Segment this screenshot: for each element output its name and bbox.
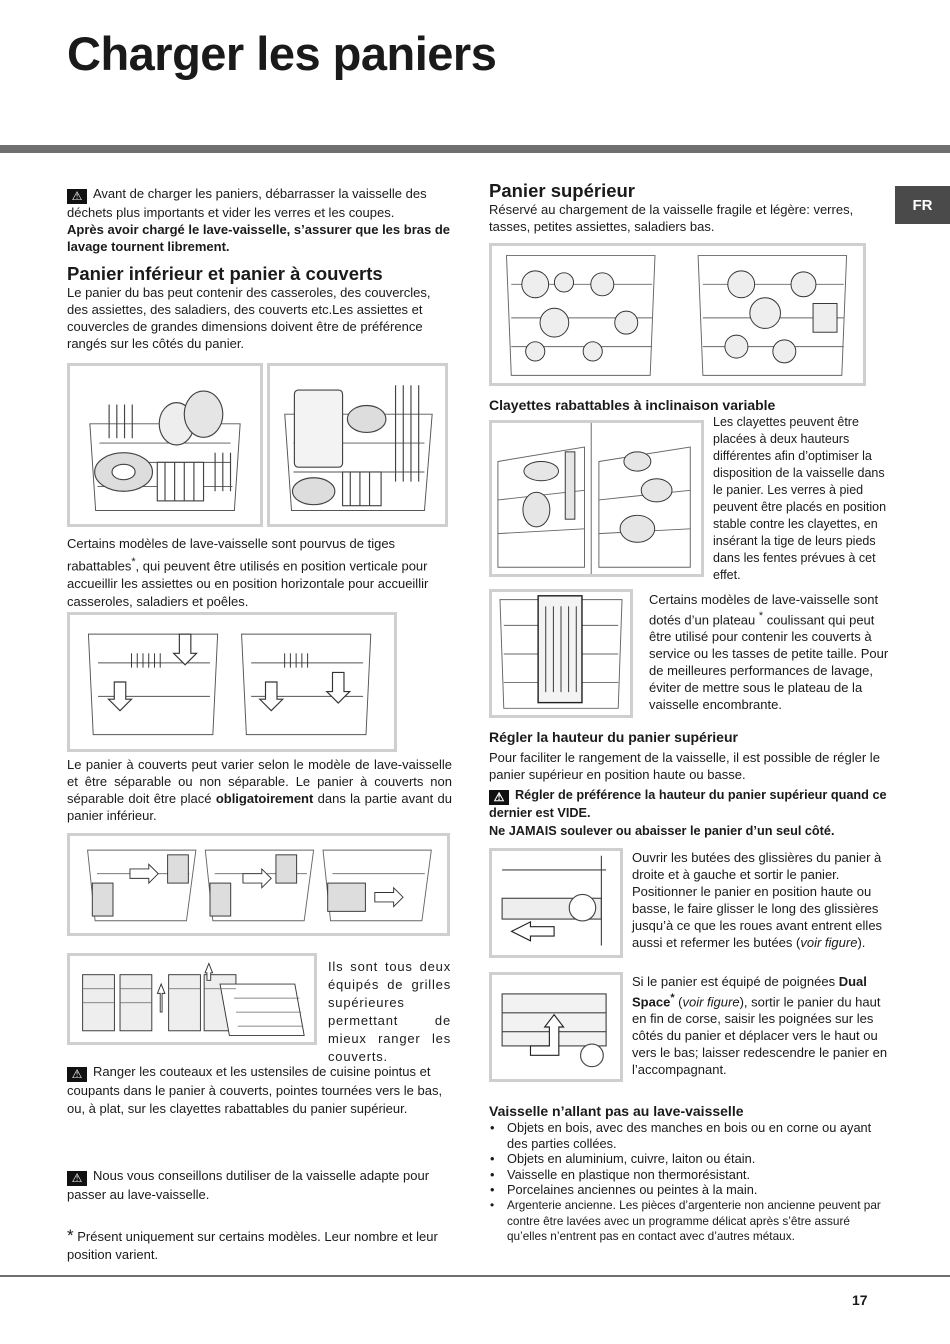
- dual-space-text: Si le panier est équipé de poignées Dual Space* (voir figure), sortir le panier du haut en fin de corse, saisir les poignées sur les côtés du panier et déplacer vers le haut ou vers le bas; laisser redescendre le panier en l’accompagnant.: [632, 974, 888, 1078]
- warning-icon: ⚠: [67, 1171, 87, 1186]
- footnote: * Présent uniquement sur certains modèles. Leur nombre et leur position varient.: [67, 1226, 438, 1262]
- basket-illustration: [70, 956, 314, 1042]
- basket-illustration: [70, 366, 260, 524]
- upper-basket-heading: Panier supérieur: [489, 180, 636, 201]
- basket-illustration: [492, 592, 630, 715]
- list-item: • Vaisselle en plastique non thermorésistant.: [507, 1167, 889, 1183]
- cutlery-basket-figure: [67, 833, 450, 936]
- lower-basket-text: Le panier du bas peut contenir des casseroles, des couvercles, des assiettes, des saladiers, des couverts etc.Les assiettes et couvercles de grandes dimensions doivent être de préférence rangés sur les côtés du panier.: [67, 285, 431, 351]
- grilles-text: Ils sont tous deux équipés de grilles supérieures permettant de mieux ranger les couverts.: [328, 959, 451, 1064]
- lower-basket-heading: Panier inférieur et panier à couverts: [67, 263, 383, 284]
- height-text: Pour faciliter le rangement de la vaisselle, il est possible de régler le panier supérieur en position haute ou basse.: [489, 750, 880, 782]
- cutlery-basket-text: Le panier à couverts peut varier selon le modèle de lave-vaisselle et être séparable ou non séparable. Le panier à couverts non séparable doit être placé obligatoirement dans la partie avant du panier inférieur.: [67, 757, 453, 823]
- racks-text: Les clayettes peuvent être placées à deux hauteurs différentes afin d’optimiser la disposition de la vaisselle dans le panier. Les verres à pied peuvent être placés en position stable contre les clayettes, en insérant la tige de leurs pieds dans les fentes prévues à cet effet.: [713, 415, 887, 582]
- height-heading: Régler la hauteur du panier supérieur: [489, 729, 738, 745]
- dual-space-figure: [489, 972, 623, 1082]
- page-number: 17: [852, 1292, 868, 1308]
- list-item: • Porcelaines anciennes ou peintes à la main.: [507, 1182, 889, 1198]
- list-item: • Objets en bois, avec des manches en bois ou en corne ou ayant des parties collées.: [507, 1120, 889, 1151]
- header-divider: [0, 145, 950, 153]
- basket-illustration: [492, 851, 620, 955]
- cutlery-tray-figure: [489, 589, 633, 718]
- page-title: Charger les paniers: [67, 27, 497, 80]
- list-item: • Objets en aluminium, cuivre, laiton ou étain.: [507, 1151, 889, 1167]
- basket-illustration: [70, 836, 447, 933]
- foldable-racks-figure: [489, 420, 704, 577]
- basket-illustration: [492, 423, 701, 574]
- tray-text: Certains modèles de lave-vaisselle sont dotés d’un plateau * coulissant qui peut être utilisé pour contenir les couverts à service ou les tasses de petite taille. Pour de meilleures performances de lavage, éviter de mettre sous le plateau de la vaisselle encombrante.: [649, 592, 889, 713]
- non-dishwasher-list: [489, 1120, 889, 1245]
- cutlery-grid-figure: [67, 953, 317, 1045]
- warning-icon: ⚠: [67, 1067, 87, 1082]
- upper-basket-text: Réservé au chargement de la vaisselle fragile et légère: verres, tasses, petites assiettes, saladiers bas.: [489, 202, 854, 234]
- language-tab: FR: [895, 186, 950, 224]
- warning-icon: ⚠: [67, 189, 87, 204]
- slide-stops-figure: [489, 848, 623, 958]
- slide-stops-text: Ouvrir les butées des glissières du panier à droite et à gauche et sortir le panier. Positionner le panier en position haute ou basse, le faire glisser le long des glissières jusqu’à ce que les roues avant entrent elles aussi et refermer les butées (voir figure).: [632, 850, 883, 950]
- height-warning: ⚠ Régler de préférence la hauteur du panier supérieur quand ce dernier est VIDE. Ne JAMAIS soulever ou abaisser le panier d’un seul côté.: [489, 788, 887, 838]
- basket-illustration: [70, 615, 394, 749]
- lower-basket-figure-2: [267, 363, 448, 527]
- knives-warning: ⚠ Ranger les couteaux et les ustensiles de cuisine pointus et coupants dans le panier à couverts, pointes tournées vers le bas, ou, à plat, sur les clayettes rabattables du panier supérieur.: [67, 1064, 443, 1116]
- non-dishwasher-heading: Vaisselle n’allant pas au lave-vaisselle: [489, 1103, 744, 1119]
- footer-divider: [0, 1275, 950, 1277]
- foldable-tines-figure: [67, 612, 397, 752]
- upper-basket-figure: [489, 243, 866, 386]
- racks-heading: Clayettes rabattables à inclinaison variable: [489, 397, 776, 413]
- list-item: • Argenterie ancienne. Les pièces d’argenterie non ancienne peuvent par contre être lavées avec un programme délicat après s’être assuré qu’elles n’entrent pas en contact avec d’autres métaux.: [507, 1198, 889, 1245]
- basket-illustration: [270, 366, 445, 524]
- intro-bold-text: Après avoir chargé le lave-vaisselle, s’assurer que les bras de lavage tournent librement.: [67, 222, 450, 254]
- basket-illustration: [492, 975, 620, 1079]
- advice-warning: ⚠ Nous vous conseillons dutiliser de la vaisselle adapte pour passer au lave-vaisselle.: [67, 1168, 430, 1202]
- lower-basket-figure-1: [67, 363, 263, 527]
- tiges-text: Certains modèles de lave-vaisselle sont pourvus de tiges rabattables*, qui peuvent être utilisés en position verticale pour accueillir les assiettes ou en position horizontale pour accueillir casseroles, saladiers et poêles.: [67, 536, 429, 610]
- intro-block: [67, 185, 452, 255]
- basket-illustration: [492, 246, 863, 383]
- warning-icon: ⚠: [489, 790, 509, 805]
- intro-text: Avant de charger les paniers, débarrasser la vaisselle des déchets plus importants et vider les verres et les coupes.: [67, 186, 427, 220]
